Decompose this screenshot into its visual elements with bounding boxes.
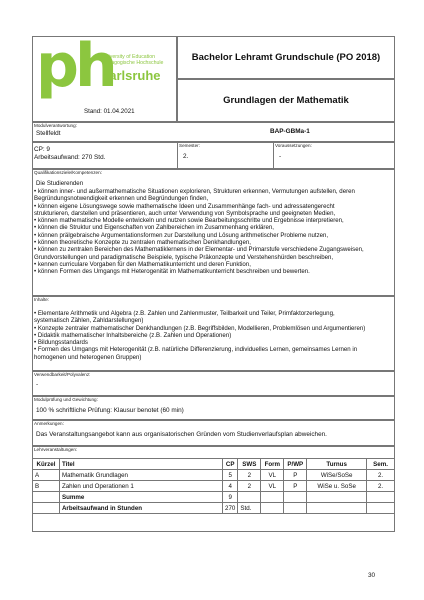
table-workload-row <box>33 503 395 514</box>
cell-turnus: WiSe u. SoSe <box>307 481 367 492</box>
program-title: Bachelor Lehramt Grundschule (PO 2018) <box>191 52 381 63</box>
table-row <box>33 470 395 481</box>
table-summary-row <box>33 492 395 503</box>
courses-table <box>32 458 395 514</box>
stand-date: Stand: 01.04.2021 <box>84 108 135 115</box>
notes-value: Das Veranstaltungsangebot kann aus organisatorischen Gründen vom Studienverlaufsplan abweichen. <box>36 431 327 438</box>
module-code: BAP-GBMa-1 <box>270 128 310 135</box>
contents-line: • Bildungsstandards <box>34 339 88 347</box>
qualification-line: • können prälgebraische Argumentationsformen zur Darstellung und Lösung arithmetischer Probleme nutzen, <box>34 231 329 239</box>
exam-value: 100 % schriftliche Prüfung: Klausur benotet (60 min) <box>36 407 184 414</box>
courses-label: Lehrveranstaltungen: <box>34 447 78 452</box>
contents-line: • Elementare Arithmetik und Algebra (z.B. Zahlen und Zahlenmuster, Teilbarkeit und Teiler, Primfaktorzerlegung, <box>34 310 335 317</box>
col-header-sws: SWS <box>238 459 261 470</box>
workload-value: Arbeitsaufwand: 270 Std. <box>34 154 106 161</box>
col-header-sem: Sem. <box>367 459 395 470</box>
contents-line: • Konzepte zentraler mathematischer Denkhandlungen (z.B. Begriffsbilden, Modellieren, Problemlösen und Argumentieren) <box>34 324 366 332</box>
cell-pwp: P <box>284 470 307 481</box>
contents-line: systematisch Zählen, Zahldarstellungen) <box>34 317 144 325</box>
cell-kuerzel: B <box>33 481 60 492</box>
qualification-line: • können eigene Lösungswege sowie mathematische Ideen und Zusammenhänge fach- und adressatengerecht <box>34 202 335 210</box>
qualification-line: • können die Struktur und Eigenschaften von Zahlbereichen im Zusammenhang erklären, <box>34 224 274 232</box>
logo-name: karlsruhe <box>102 68 161 83</box>
summe-label: Summe <box>59 492 222 503</box>
cell-form: VL <box>261 481 284 492</box>
cell-sws: 2 <box>238 470 261 481</box>
contents-line: homogenen und heterogenen Gruppen) <box>34 353 142 361</box>
table-header-row <box>33 459 395 470</box>
qualification-line: strukturieren, darstellen und präsentieren, auch unter Verwendung von Symbolsprache und geeigneten Medien, <box>34 209 336 217</box>
cell-titel: Zahlen und Operationen 1 <box>59 481 222 492</box>
qualification-line: Begründungsnotwendigkeit erkennen und Begründungen finden, <box>34 195 209 203</box>
col-header-pwp: P/WP <box>284 459 307 470</box>
qualification-line: • können mathematische Modelle entwickeln und nutzen sowie Bearbeitungsschritte und Ergebnisse interpretieren, <box>34 217 344 225</box>
contents-line: • Didaktik mathematischer Inhaltsbereiche (z.B. Zahlen und Operationen) <box>34 331 232 339</box>
workload-hours-label: Arbeitsaufwand in Stunden <box>59 503 222 514</box>
workload-hours-value: 270 <box>223 503 238 514</box>
qualification-list <box>34 188 394 276</box>
summe-cp: 9 <box>223 492 238 503</box>
responsibility-value: Stellfeldt <box>36 130 61 137</box>
workload-hours-unit: Std. <box>238 503 261 514</box>
prerequisites-label: Voraussetzungen: <box>275 143 312 148</box>
qualification-line: • können Formen des Umgangs mit Heterogenität im Mathematikunterricht beschreiben und bewerten. <box>34 268 310 276</box>
cp-value: CP: 9 <box>34 146 50 153</box>
semester-label: Semester: <box>179 143 200 148</box>
responsibility-section <box>32 122 395 142</box>
university-logo <box>36 31 174 101</box>
contents-label: Inhalte: <box>34 297 50 302</box>
logo-mark: ph <box>36 31 114 101</box>
prerequisites-value: - <box>279 153 282 160</box>
cell-cp: 5 <box>223 470 238 481</box>
cell-pwp: P <box>284 481 307 492</box>
usability-label: Verwendbarkeit/Polyvalenz: <box>34 372 91 377</box>
qualification-line: • kennen curriculare Vorgaben für den Mathematikunterricht und deren Funktion, <box>34 260 251 268</box>
semester-value: 2. <box>183 153 189 160</box>
cell-turnus: WiSe/SoSe <box>307 470 367 481</box>
qualification-label: Qualifikationsziele/Kompetenzen: <box>34 170 102 175</box>
table-row <box>33 481 395 492</box>
qualification-line: • können zu zentralen Bereichen des Mathematiklernens in der Elementar- und Primarstufe verschiedene Zugangsweisen, <box>34 246 364 254</box>
qualification-line: Grundvorstellungen und paradigmatische Beispiele, typische Präkonzepte und Verstehenshürden beschreiben, <box>34 253 334 261</box>
col-header-cp: CP <box>223 459 238 470</box>
cell-titel: Mathematik Grundlagen <box>59 470 222 481</box>
col-header-titel: Titel <box>59 459 222 470</box>
col-header-kuerzel: Kürzel <box>33 459 60 470</box>
module-title: Grundlagen der Mathematik <box>223 95 349 106</box>
usability-value: - <box>36 381 39 388</box>
exam-label: Modulprüfung und Gewichtung: <box>34 397 98 402</box>
page-number: 30 <box>368 572 376 579</box>
cell-kuerzel: A <box>33 470 60 481</box>
cell-sws: 2 <box>238 481 261 492</box>
responsibility-label: Modulverantwortung: <box>34 123 77 128</box>
cell-sem: 2. <box>367 470 395 481</box>
cell-sem: 2. <box>367 481 395 492</box>
cell-cp: 4 <box>223 481 238 492</box>
col-header-turnus: Turnus <box>307 459 367 470</box>
logo-sub-de: Pädagogische Hochschule <box>102 60 164 66</box>
qualification-line: • können inner- und außermathematische Situationen explorieren, Strukturen erkennen, Vermutungen aufstellen, deren <box>34 188 355 195</box>
cell-form: VL <box>261 470 284 481</box>
contents-line: • Formen des Umgangs mit Heterogenität (z.B. natürliche Differenzierung, individuelles Lernen, gemeinsames Lernen in <box>34 346 358 354</box>
contents-list <box>34 310 394 361</box>
col-header-form: Form <box>261 459 284 470</box>
qualification-line: • können theoretische Konzepte zu zentralen mathematischen Denkhandlungen, <box>34 239 251 247</box>
logo-sub-en: University of Education <box>102 54 156 60</box>
notes-label: Anmerkungen: <box>34 421 64 426</box>
qualification-intro: Die Studierenden <box>36 180 84 187</box>
